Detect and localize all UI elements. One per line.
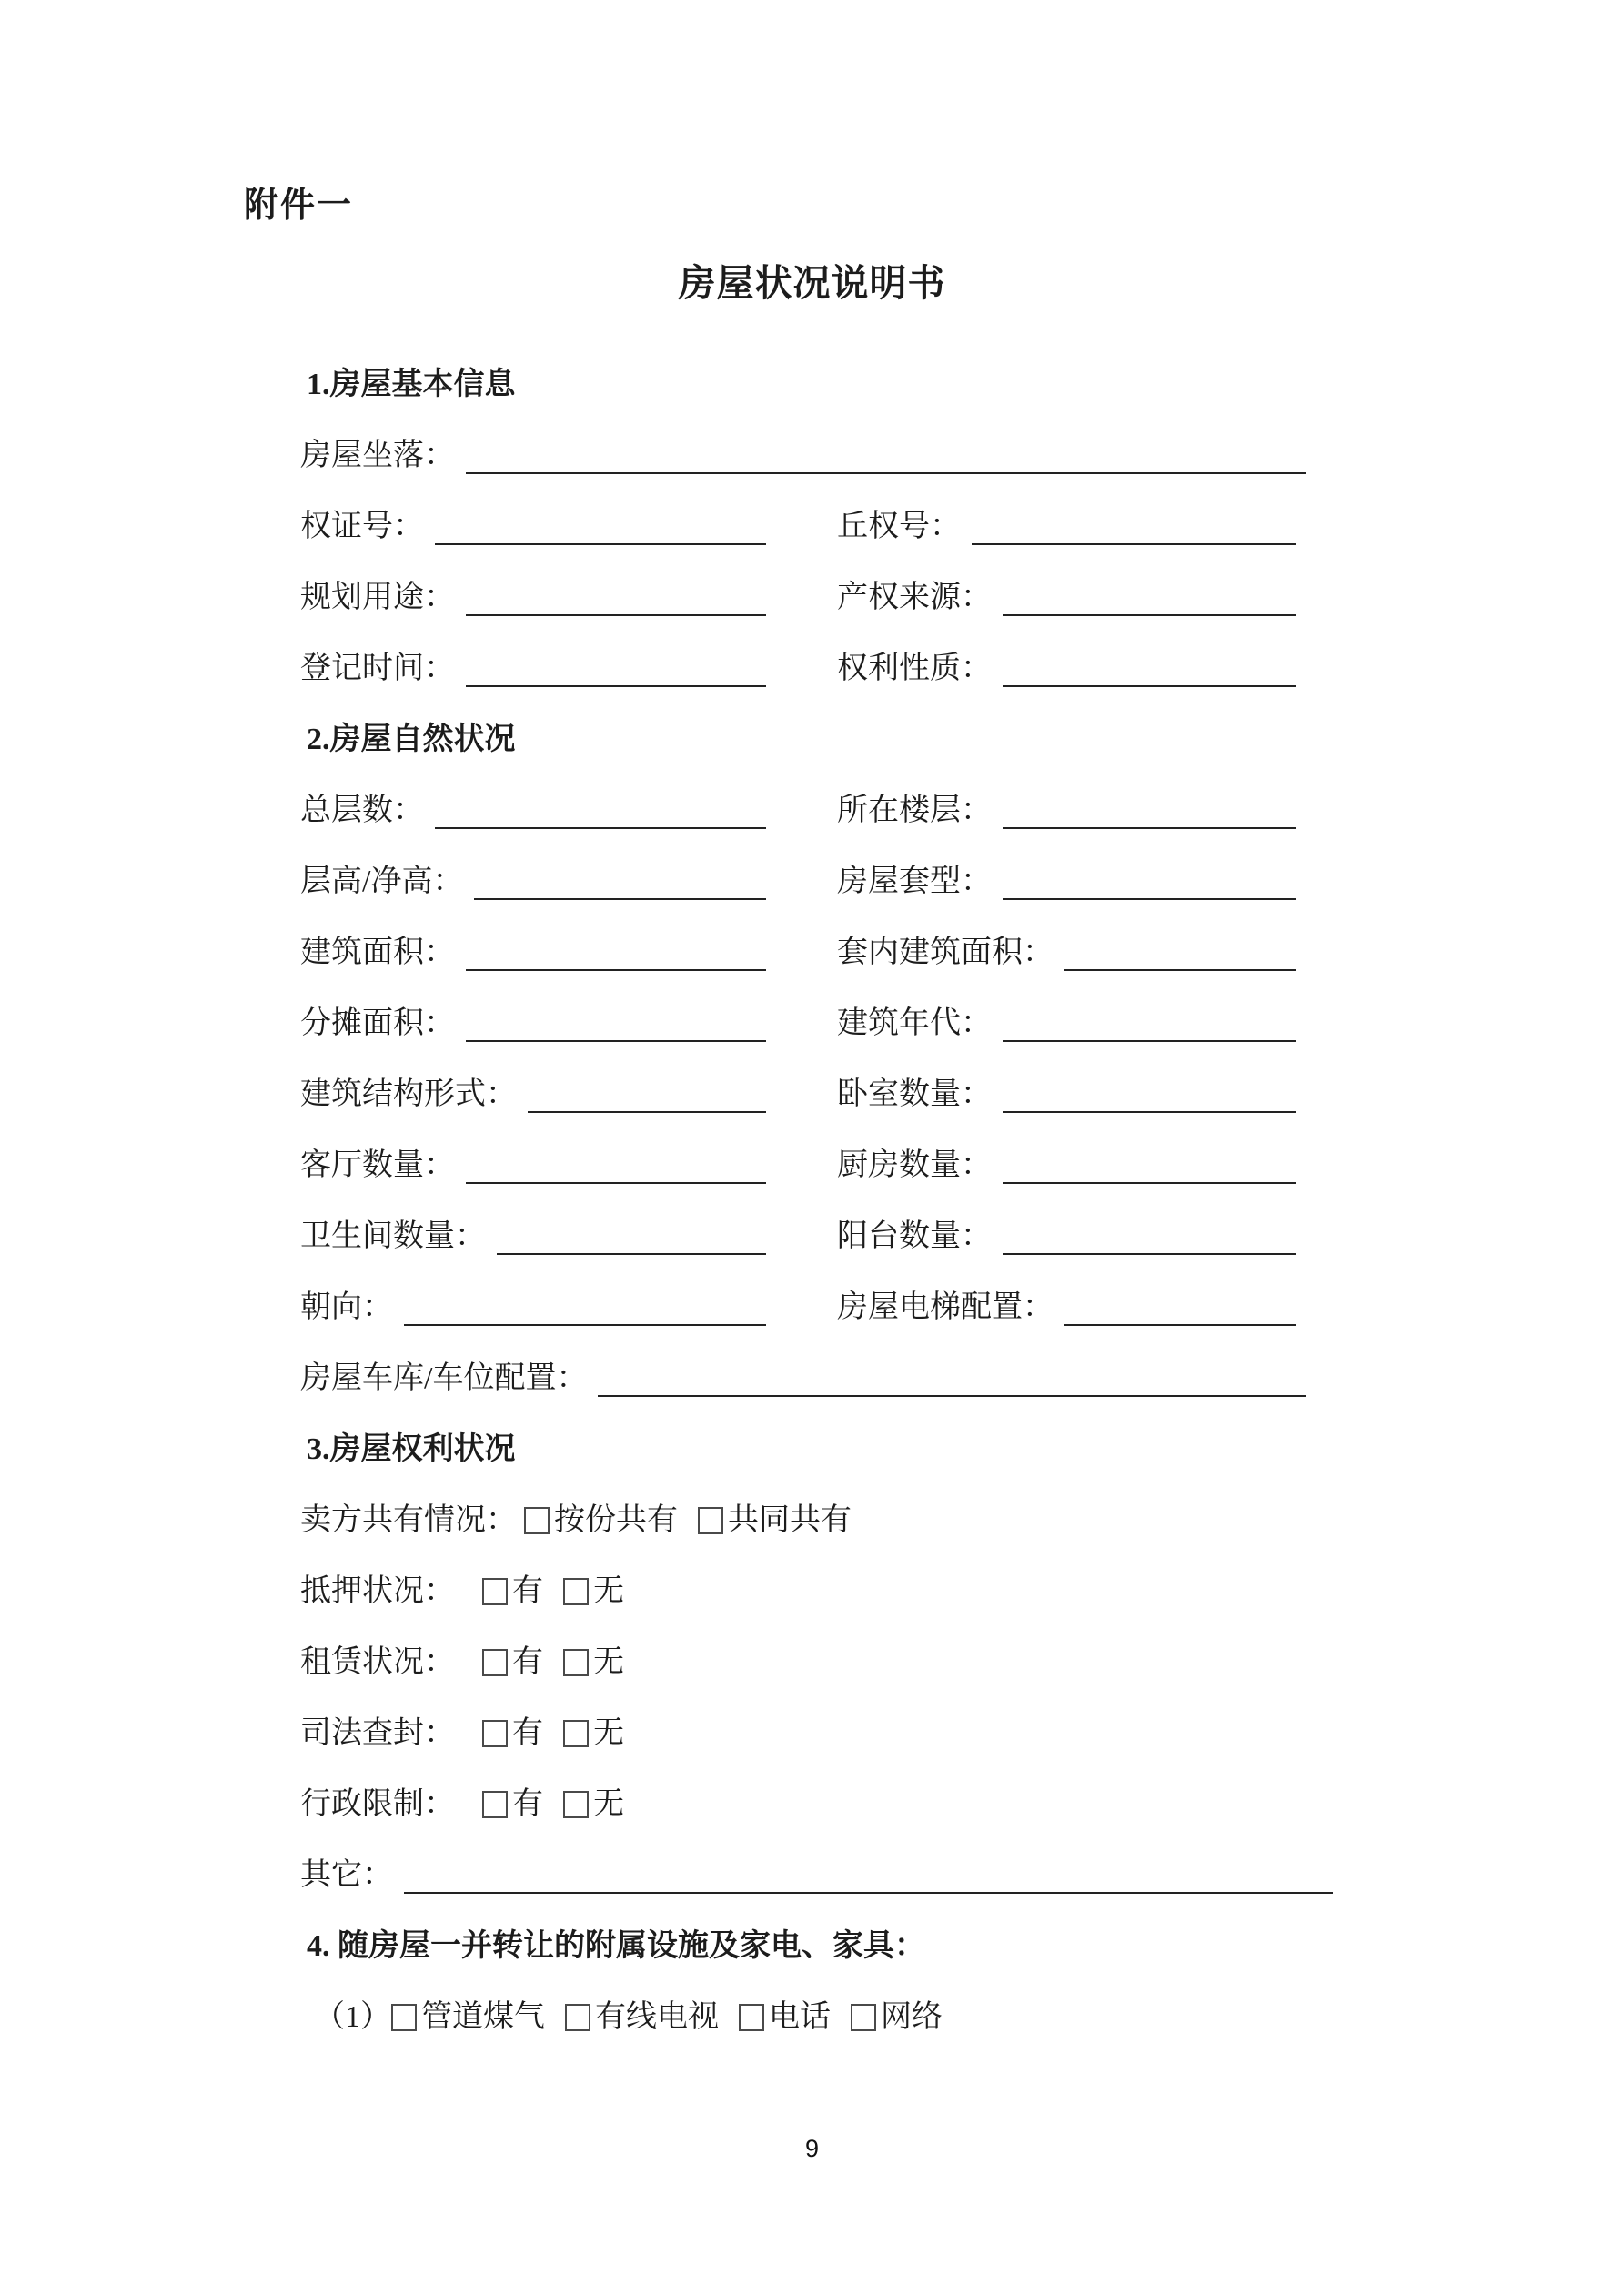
page-title: 房屋状况说明书 bbox=[678, 262, 946, 304]
mortgage-label: 抵押状况： bbox=[300, 1574, 455, 1608]
checkbox-joint-ownership-icon[interactable] bbox=[698, 1507, 723, 1534]
bedrooms-label: 卧室数量： bbox=[837, 1077, 992, 1111]
row-shared-year bbox=[0, 971, 1624, 1042]
checkbox-cable-tv-icon[interactable] bbox=[565, 2004, 590, 2031]
seizure-yes-option: 有 bbox=[512, 1716, 543, 1750]
section-heading-basic-info: 1.房屋基本信息 bbox=[307, 368, 516, 401]
structure-type-label: 建筑结构形式： bbox=[300, 1077, 517, 1111]
blank-house-location[interactable] bbox=[466, 432, 1306, 474]
total-floors-label: 总层数： bbox=[300, 794, 424, 827]
row-regtime-nature bbox=[0, 616, 1624, 687]
row-house-location bbox=[0, 403, 1624, 474]
floor-height-label: 层高/净高： bbox=[300, 865, 464, 898]
row-restriction bbox=[0, 1752, 1624, 1823]
row-structure-bedrooms bbox=[0, 1042, 1624, 1113]
lease-no-option: 无 bbox=[593, 1645, 624, 1679]
row-areas bbox=[0, 900, 1624, 971]
blank-planned-use[interactable] bbox=[466, 574, 766, 616]
blank-orientation[interactable] bbox=[404, 1284, 766, 1326]
blank-inner-area[interactable] bbox=[1064, 929, 1296, 971]
seizure-label: 司法查封： bbox=[300, 1716, 455, 1750]
checkbox-gas-icon[interactable] bbox=[391, 2004, 417, 2031]
kitchens-label: 厨房数量： bbox=[837, 1148, 992, 1182]
balconies-label: 阳台数量： bbox=[837, 1219, 992, 1253]
blank-floor-located[interactable] bbox=[1003, 787, 1296, 829]
cable-tv-option: 有线电视 bbox=[595, 2000, 719, 2034]
build-year-label: 建筑年代： bbox=[837, 1006, 992, 1040]
blank-plot-no[interactable] bbox=[972, 503, 1296, 545]
cert-no-label: 权证号： bbox=[300, 510, 424, 543]
attachment-label: 附件一 bbox=[244, 187, 354, 225]
blank-unit-type[interactable] bbox=[1003, 858, 1296, 900]
checkbox-mortgage-no-icon[interactable] bbox=[563, 1578, 589, 1605]
row-living-kitchen bbox=[0, 1113, 1624, 1184]
unit-type-label: 房屋套型： bbox=[837, 865, 992, 898]
blank-living-rooms[interactable] bbox=[466, 1142, 766, 1184]
living-rooms-label: 客厅数量： bbox=[300, 1148, 455, 1182]
other-label: 其它： bbox=[300, 1858, 393, 1892]
row-height-type bbox=[0, 829, 1624, 900]
lease-yes-option: 有 bbox=[512, 1645, 543, 1679]
row-floors bbox=[0, 758, 1624, 829]
planned-use-label: 规划用途： bbox=[300, 581, 455, 614]
blank-balconies[interactable] bbox=[1003, 1213, 1296, 1255]
mortgage-no-option: 无 bbox=[593, 1574, 624, 1608]
checkbox-lease-yes-icon[interactable] bbox=[482, 1649, 508, 1676]
checkbox-seizure-no-icon[interactable] bbox=[563, 1720, 589, 1747]
blank-cert-no[interactable] bbox=[435, 503, 766, 545]
row-mortgage bbox=[0, 1539, 1624, 1610]
section-heading-natural-status: 2.房屋自然状况 bbox=[307, 723, 516, 756]
seizure-no-option: 无 bbox=[593, 1716, 624, 1750]
blank-bedrooms[interactable] bbox=[1003, 1071, 1296, 1113]
blank-other[interactable] bbox=[404, 1852, 1333, 1894]
row-lease bbox=[0, 1610, 1624, 1681]
elevator-label: 房屋电梯配置： bbox=[837, 1290, 1054, 1324]
blank-elevator[interactable] bbox=[1064, 1284, 1296, 1326]
blank-structure-type[interactable] bbox=[528, 1071, 766, 1113]
checkbox-phone-icon[interactable] bbox=[739, 2004, 764, 2031]
checkbox-share-ownership-icon[interactable] bbox=[524, 1507, 550, 1534]
register-time-label: 登记时间： bbox=[300, 652, 455, 685]
row-seizure bbox=[0, 1681, 1624, 1752]
blank-ownership-source[interactable] bbox=[1003, 574, 1296, 616]
row-other bbox=[0, 1823, 1624, 1894]
row-cert-plot bbox=[0, 474, 1624, 545]
floor-located-label: 所在楼层： bbox=[837, 794, 992, 827]
checkbox-restriction-no-icon[interactable] bbox=[563, 1791, 589, 1818]
restriction-label: 行政限制： bbox=[300, 1787, 455, 1821]
restriction-no-option: 无 bbox=[593, 1787, 624, 1821]
checkbox-mortgage-yes-icon[interactable] bbox=[482, 1578, 508, 1605]
lease-label: 租赁状况： bbox=[300, 1645, 455, 1679]
form-body bbox=[0, 332, 1624, 2036]
blank-register-time[interactable] bbox=[466, 645, 766, 687]
section-heading-transfer-items: 4. 随房屋一并转让的附属设施及家电、家具： bbox=[307, 1929, 925, 1963]
right-nature-label: 权利性质： bbox=[837, 652, 992, 685]
gas-option: 管道煤气 bbox=[421, 2000, 545, 2034]
ownership-source-label: 产权来源： bbox=[837, 581, 992, 614]
inner-area-label: 套内建筑面积： bbox=[837, 936, 1054, 969]
page-number: 9 bbox=[804, 2135, 820, 2162]
row-garage bbox=[0, 1326, 1624, 1397]
network-option: 网络 bbox=[881, 2000, 943, 2034]
blank-build-year[interactable] bbox=[1003, 1000, 1296, 1042]
blank-kitchens[interactable] bbox=[1003, 1142, 1296, 1184]
blank-floor-height[interactable] bbox=[474, 858, 766, 900]
checkbox-network-icon[interactable] bbox=[851, 2004, 876, 2031]
blank-shared-area[interactable] bbox=[466, 1000, 766, 1042]
blank-right-nature[interactable] bbox=[1003, 645, 1296, 687]
blank-total-floors[interactable] bbox=[435, 787, 766, 829]
house-location-label: 房屋坐落： bbox=[300, 439, 455, 472]
blank-building-area[interactable] bbox=[466, 929, 766, 971]
row-bath-balcony bbox=[0, 1184, 1624, 1255]
orientation-label: 朝向： bbox=[300, 1290, 393, 1324]
blank-garage[interactable] bbox=[598, 1355, 1306, 1397]
shared-area-label: 分摊面积： bbox=[300, 1006, 455, 1040]
row-co-ownership bbox=[0, 1468, 1624, 1539]
building-area-label: 建筑面积： bbox=[300, 936, 455, 969]
blank-bathrooms[interactable] bbox=[497, 1213, 766, 1255]
phone-option: 电话 bbox=[769, 2000, 831, 2034]
bathrooms-label: 卫生间数量： bbox=[300, 1219, 486, 1253]
restriction-yes-option: 有 bbox=[512, 1787, 543, 1821]
checkbox-lease-no-icon[interactable] bbox=[563, 1649, 589, 1676]
mortgage-yes-option: 有 bbox=[512, 1574, 543, 1608]
share-ownership-option: 按份共有 bbox=[554, 1503, 678, 1537]
plot-no-label: 丘权号： bbox=[837, 510, 961, 543]
section-heading-rights-status: 3.房屋权利状况 bbox=[307, 1432, 516, 1466]
row-transfer-item-1 bbox=[0, 1965, 1624, 2036]
item1-prefix: （1） bbox=[314, 2000, 391, 2034]
checkbox-restriction-yes-icon[interactable] bbox=[482, 1791, 508, 1818]
row-use-source bbox=[0, 545, 1624, 616]
row-orientation-elevator bbox=[0, 1255, 1624, 1326]
checkbox-seizure-yes-icon[interactable] bbox=[482, 1720, 508, 1747]
garage-label: 房屋车库/车位配置： bbox=[300, 1361, 588, 1395]
joint-ownership-option: 共同共有 bbox=[728, 1503, 852, 1537]
co-ownership-label: 卖方共有情况： bbox=[300, 1503, 517, 1537]
